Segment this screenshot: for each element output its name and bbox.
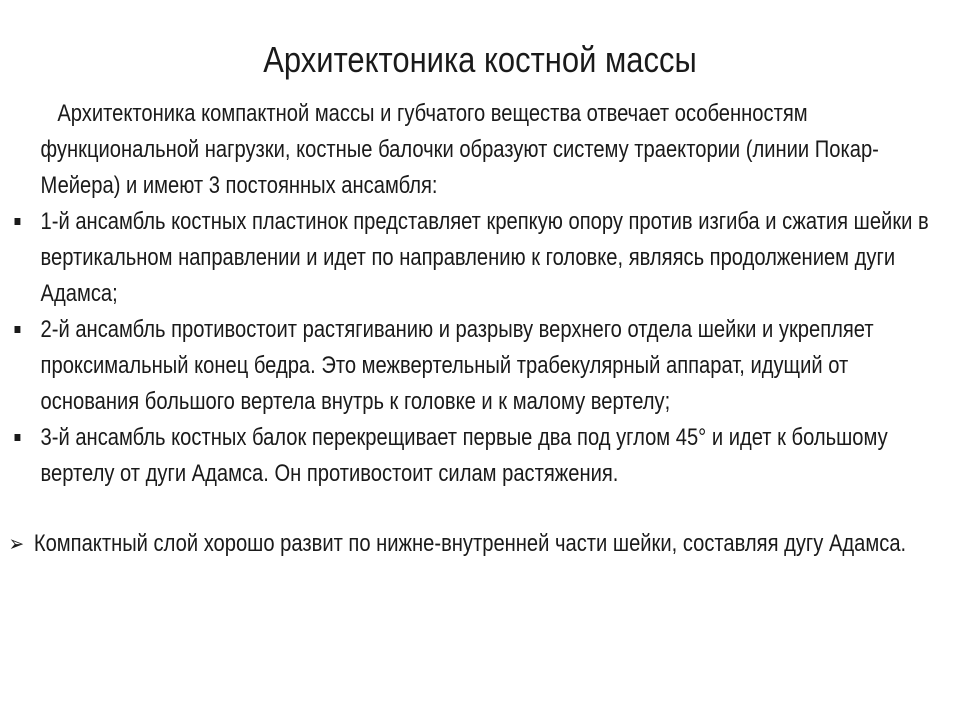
bullet-text: 3-й ансамбль костных балок перекрещивает первые два под углом 45° и идет к большому вертелу от дуги Адамса. Он противостоит силам растяжения. <box>40 424 888 487</box>
bullet-text: 2-й ансамбль противостоит растягиванию и разрыву верхнего отдела шейки и укрепляет проксимальный конец бедра. Это межвертельный трабекулярный аппарат, идущий от основания большого вертела внутрь к головке и к малому вертелу; <box>40 316 874 415</box>
square-bullet-icon <box>12 312 29 348</box>
arrow-item <box>8 526 944 562</box>
intro-paragraph: Архитектоника компактной массы и губчатого вещества отвечает особенностям функциональной нагрузки, костные балочки образуют систему траектории (линии Покар-Мейера) и имеют 3 постоянных ансамбля: <box>40 100 879 199</box>
slide-title: Архитектоника костной массы <box>263 39 697 80</box>
square-bullet-icon <box>12 420 29 456</box>
bullet-item-1 <box>12 204 944 312</box>
arrow-item-text: Компактный слой хорошо развит по нижне-внутренней части шейки, составляя дугу Адамса. <box>33 530 907 557</box>
square-bullet-icon <box>12 204 29 240</box>
bullet-item-3 <box>12 420 944 492</box>
slide-body <box>8 96 944 562</box>
bullet-text: 1-й ансамбль костных пластинок представляет крепкую опору против изгиба и сжатия шейки в вертикальном направлении и идет по направлению к головке, являясь продолжением дуги Адамса; <box>40 208 929 307</box>
spacer <box>12 492 944 526</box>
bullet-item-2 <box>12 312 944 420</box>
arrow-bullet-icon: ➢ <box>8 531 25 556</box>
